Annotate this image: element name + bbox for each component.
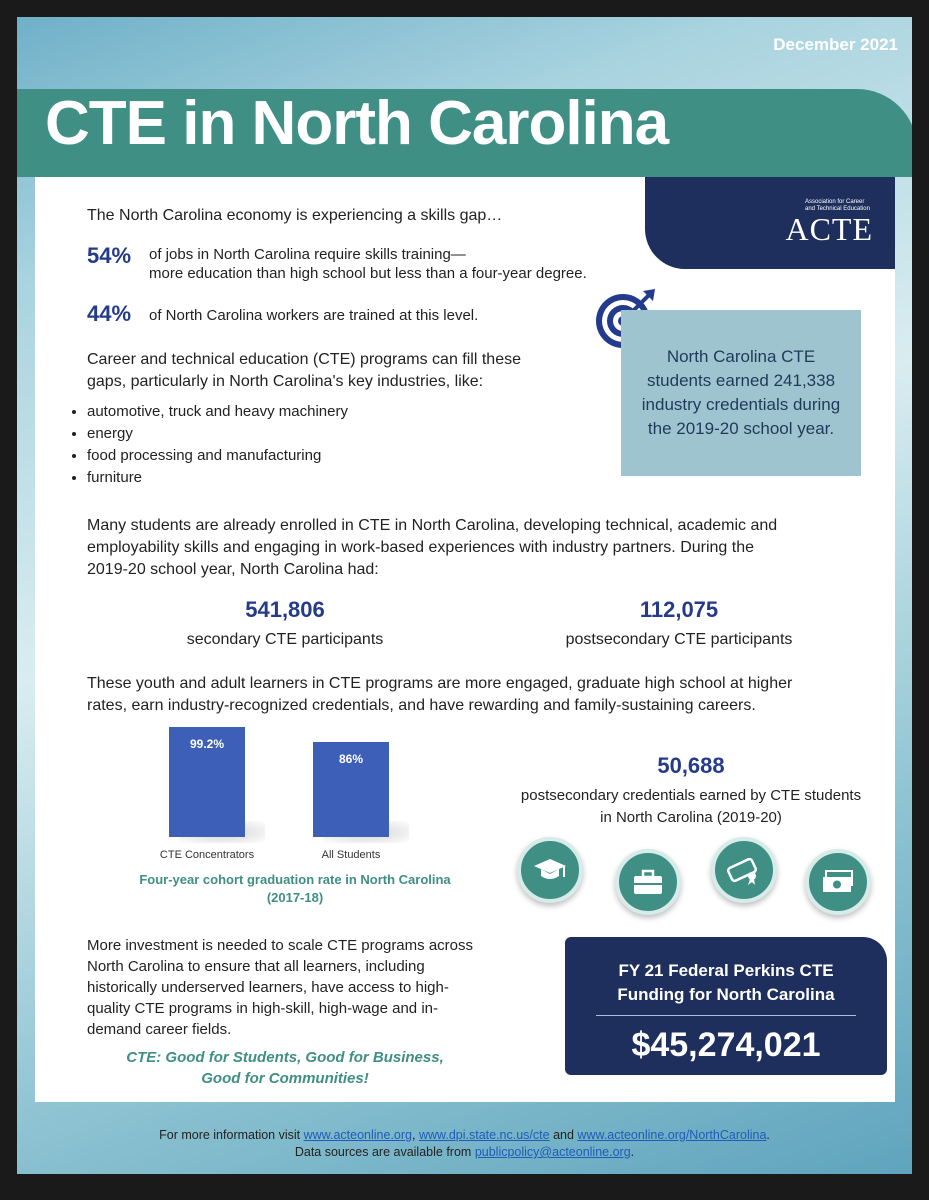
funding-box: [565, 937, 887, 1075]
enrolled-line2: employability skills and engaging in work-based experiences with industry partners. During the: [87, 539, 755, 556]
slogan-line1: CTE: Good for Students, Good for Business,: [126, 1049, 444, 1066]
investment-line5: demand career fields.: [87, 1021, 232, 1038]
outcomes-line1: These youth and adult learners in CTE programs are more engaged, graduate high school at higher: [87, 675, 793, 692]
postsecondary-count: 112,075: [639, 597, 719, 622]
date-label: December 2021: [773, 35, 898, 54]
stat-jobs-line1: of jobs in North Carolina require skills training—: [149, 246, 466, 263]
bar-category-label: All Students: [321, 849, 381, 861]
page-title: CTE in North Carolina: [45, 89, 669, 158]
footer-link-acte[interactable]: www.acteonline.org: [303, 1128, 413, 1142]
logo-wordmark: ACTE: [785, 211, 873, 247]
industries-intro-line2: gaps, particularly in North Carolina's key industries, like:: [87, 373, 484, 390]
chart-title-line1: Four-year cohort graduation rate in North Carolina: [139, 872, 451, 887]
funding-title-line2: Funding for North Carolina: [617, 985, 835, 1004]
footer: [17, 1119, 912, 1174]
briefcase-icon: [615, 849, 681, 915]
credentials-count: 50,688: [657, 753, 725, 778]
chart-bar: [313, 742, 389, 837]
stat-jobs-pct: 54%: [87, 243, 132, 268]
list-item: • automotive, truck and heavy machinery: [87, 401, 348, 423]
slogan: [115, 1047, 455, 1089]
document-page: [17, 17, 912, 1174]
credentials-label-line2: in North Carolina (2019-20): [600, 809, 782, 826]
enrolled-line1: Many students are already enrolled in CTE in North Carolina, developing technical, academic and: [87, 517, 778, 534]
footer-email-link[interactable]: publicpolicy@acteonline.org: [474, 1145, 631, 1159]
industries-list: [35, 401, 348, 489]
outcomes-line2: rates, earn industry-recognized credentials, and have rewarding and family-sustaining careers.: [87, 697, 756, 714]
chart-title-line2: (2017-18): [266, 890, 324, 905]
stat-workers-pct: 44%: [87, 301, 132, 326]
chart-title: [115, 871, 475, 907]
graduation-cap-icon: [517, 837, 583, 903]
intro-text: The North Carolina economy is experiencing a skills gap…: [87, 207, 503, 224]
footer-line1: For more information visit www.acteonline.org, www.dpi.state.nc.us/cte and www.acteonline.org/NorthCarolina.: [159, 1128, 770, 1142]
footer-sources: Data sources are available from: [294, 1145, 472, 1159]
bar-category-label: CTE Concentrators: [159, 849, 255, 861]
secondary-label: secondary CTE participants: [186, 631, 384, 648]
credentials-callout: North Carolina CTE students earned 241,338 industry credentials during the 2019-20 school year.: [621, 310, 861, 476]
footer-link-nc[interactable]: www.acteonline.org/NorthCarolina: [577, 1128, 767, 1142]
stat-jobs: [87, 243, 587, 283]
credentials-label: [491, 785, 891, 829]
credentials-label-line1: postsecondary credentials earned by CTE students: [520, 787, 862, 804]
acte-logo: [645, 177, 895, 269]
footer-line2: Data sources are available from publicpolicy@acteonline.org.: [294, 1145, 635, 1159]
stat-workers-text: of North Carolina workers are trained at this level.: [149, 307, 479, 324]
diploma-icon: [711, 837, 777, 903]
content-panel: [35, 177, 895, 1102]
funding-title-line1: FY 21 Federal Perkins CTE: [618, 961, 834, 980]
footer-prefix: For more information visit: [159, 1128, 301, 1142]
footer-and: and: [553, 1128, 574, 1142]
logo-tagline: Association for Career and Technical Education: [805, 199, 870, 212]
list-item: • energy: [87, 423, 348, 445]
bar-value-label: 86%: [338, 752, 364, 766]
outcomes-paragraph: [87, 673, 792, 717]
investment-line3: historically underserved learners, have access to high-: [87, 979, 449, 996]
industries-intro: [87, 349, 521, 393]
investment-line2: North Carolina to ensure that all learners, including: [87, 958, 425, 975]
slogan-line2: Good for Communities!: [201, 1070, 369, 1087]
stat-jobs-text: [149, 243, 587, 283]
stat-workers: [87, 301, 478, 327]
list-item: • furniture: [87, 467, 348, 489]
enrolled-line3: 2019-20 school year, North Carolina had:: [87, 561, 379, 578]
investment-line4: quality CTE programs in high-skill, high-wage and in-: [87, 1000, 438, 1017]
industries-intro-line1: Career and technical education (CTE) programs can fill these: [87, 351, 521, 368]
investment-paragraph: [87, 935, 473, 1040]
funding-amount: $45,274,021: [631, 1026, 821, 1064]
money-icon: [805, 849, 871, 915]
funding-divider: [596, 1015, 856, 1016]
investment-line1: More investment is needed to scale CTE programs across: [87, 937, 473, 954]
list-item: • food processing and manufacturing: [87, 445, 348, 467]
stat-jobs-line2: more education than high school but less than a four-year degree.: [149, 265, 587, 282]
secondary-count: 541,806: [245, 597, 325, 622]
funding-title: [565, 959, 887, 1007]
chart-bar: [169, 727, 245, 837]
postsecondary-label: postsecondary CTE participants: [565, 631, 793, 648]
enrolled-paragraph: [87, 515, 777, 581]
footer-link-dpi[interactable]: www.dpi.state.nc.us/cte: [418, 1128, 550, 1142]
bar-value-label: 99.2%: [189, 737, 225, 751]
